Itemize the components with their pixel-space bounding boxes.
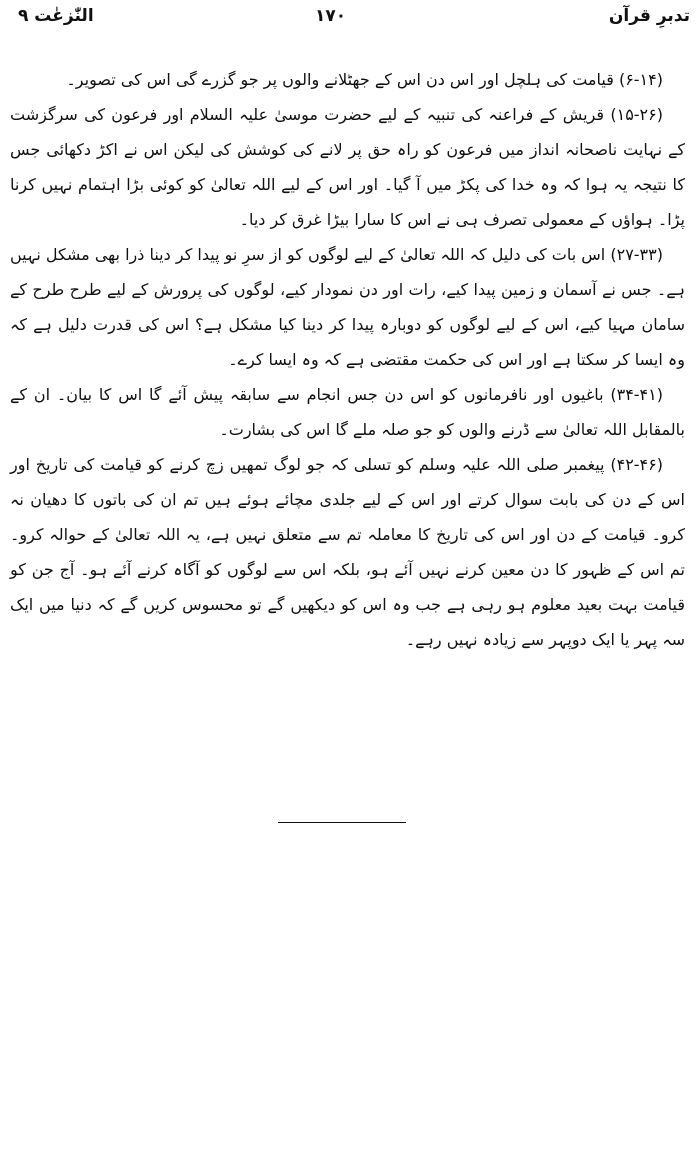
paragraph-verses-34-41: (۳۴-۴۱) باغیوں اور نافرمانوں کو اس دن جس انجام سے سابقہ پیش آئے گا اس کا بیان۔ ان کے بالمقابل اللہ تعالیٰ سے ڈرنے والوں کو جو صلہ ملے گا اس کی بشارت۔ bbox=[10, 385, 685, 439]
page-number: ۱۷۰ bbox=[315, 6, 347, 26]
book-title: تدبرِ قرآن bbox=[608, 6, 690, 26]
page-body bbox=[10, 62, 685, 657]
paragraph-verses-15-26: (۱۵-۲۶) قریش کے فراعنہ کی تنبیہ کے لیے حضرت موسیٰ علیہ السلام اور فرعون کی سرگزشت کے نہایت ناصحانہ انداز میں فرعون کو راہ حق پر لانے کی کوشش کی لیکن اس نے اکڑ دکھائی جس کا نتیجہ یہ ہوا کہ وہ خدا کی پکڑ میں آ گیا۔ اور اس کے لیے اللہ تعالیٰ کو کوئی بڑا اہتمام نہیں کرنا پڑا۔ ہواؤں کے معمولی تصرف ہی نے اس کا سارا بیڑا غرق کر دیا۔ bbox=[10, 105, 685, 229]
paragraph-verses-27-33: (۲۷-۳۳) اس بات کی دلیل کہ اللہ تعالیٰ کے لیے لوگوں کو از سرِ نو پیدا کر دینا ذرا بھی مشکل نہیں ہے۔ جس نے آسمان و زمین پیدا کیے، رات اور دن نمودار کیے، لوگوں کی پرورش کے لیے طرح طرح کے سامان مہیا کیے، اس کے لیے لوگوں کو دوبارہ پیدا کر دینا کیا مشکل ہے؟ اس کی قدرت دلیل ہے کہ وہ ایسا کر سکتا ہے اور اس کی حکمت مقتضی ہے کہ وہ ایسا کرے۔ bbox=[10, 245, 685, 369]
surah-name: النّٰزعٰت ۹ bbox=[18, 6, 94, 26]
paragraph-verses-6-14: (۶-۱۴) قیامت کی ہلچل اور اس دن اس کے جھٹلانے والوں پر جو گزرے گی اس کی تصویر۔ bbox=[66, 70, 663, 89]
end-divider bbox=[278, 822, 406, 823]
paragraph-verses-42-46: (۴۲-۴۶) پیغمبر صلی اللہ علیہ وسلم کو تسلی کہ جو لوگ تمھیں زچ کرنے کو قیامت کی تاریخ اور اس کے دن کی بابت سوال کرتے اور اس کے لیے جلدی مچائے ہوئے ہیں تم ان کی باتوں کا دھیان نہ کرو۔ قیامت کے دن اور اس کی تاریخ کا معاملہ تم سے متعلق نہیں ہے، یہ اللہ تعالیٰ کے حوالہ کرو۔ تم اس کے ظہور کا دن معین کرنے نہیں آئے ہو، بلکہ اس سے لوگوں کو آگاہ کرنے آئے ہو۔ آج جن کو قیامت بہت بعید معلوم ہو رہی ہے جب وہ اس کو دیکھیں گے تو محسوس کریں گے کہ دنیا میں ایک سہ پہر یا ایک دوپہر سے زیادہ نہیں رہے۔ bbox=[10, 455, 685, 649]
